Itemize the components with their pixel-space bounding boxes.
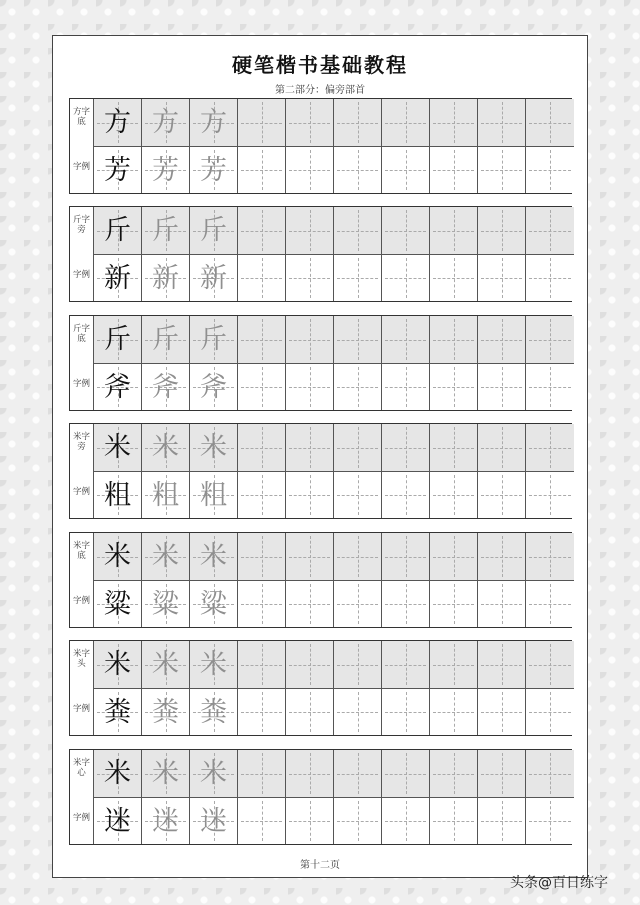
grid-cell xyxy=(430,316,478,363)
grid-cell xyxy=(334,533,382,580)
grid-cell xyxy=(334,581,382,627)
example-label: 字例 xyxy=(72,813,90,823)
grid-cell xyxy=(526,689,574,735)
trace-character: 方 xyxy=(200,107,227,138)
grid-cell xyxy=(334,99,382,146)
trace-character: 粱 xyxy=(200,588,227,620)
grid-cell xyxy=(382,364,430,410)
grid-cell xyxy=(526,99,574,146)
example-label: 字例 xyxy=(72,270,90,280)
grid-cell xyxy=(142,641,190,688)
tian-grid xyxy=(94,99,574,193)
grid-cell xyxy=(142,689,190,735)
grid-cell xyxy=(190,255,238,301)
grid-cell xyxy=(526,207,574,254)
grid-cell xyxy=(190,641,238,688)
radical-row xyxy=(94,533,574,581)
grid-cell xyxy=(190,472,238,518)
grid-cell xyxy=(94,364,142,410)
practice-block xyxy=(69,315,572,411)
trace-character: 米 xyxy=(200,432,227,463)
grid-cell xyxy=(526,424,574,471)
grid-cell xyxy=(94,255,142,301)
grid-cell xyxy=(382,99,430,146)
grid-cell xyxy=(430,689,478,735)
watermark-text: 头条@百日练字 xyxy=(510,875,608,891)
trace-character: 米 xyxy=(200,541,227,572)
grid-cell xyxy=(334,798,382,844)
grid-cell xyxy=(478,641,526,688)
grid-cell xyxy=(382,798,430,844)
grid-cell xyxy=(334,424,382,471)
trace-character: 粪 xyxy=(200,696,227,728)
grid-cell xyxy=(430,472,478,518)
grid-cell xyxy=(526,316,574,363)
grid-cell xyxy=(238,798,286,844)
grid-cell xyxy=(190,147,238,193)
grid-cell xyxy=(382,472,430,518)
grid-cell xyxy=(334,750,382,797)
grid-cell xyxy=(334,316,382,363)
grid-cell xyxy=(94,424,142,471)
grid-cell xyxy=(382,207,430,254)
practice-block xyxy=(69,749,572,845)
grid-cell xyxy=(94,147,142,193)
grid-cell xyxy=(142,147,190,193)
trace-character: 粗 xyxy=(200,479,227,511)
grid-cell xyxy=(430,364,478,410)
grid-cell xyxy=(478,255,526,301)
grid-cell xyxy=(382,581,430,627)
grid-cell xyxy=(478,207,526,254)
grid-cell xyxy=(142,798,190,844)
grid-cell xyxy=(286,581,334,627)
grid-cell xyxy=(238,750,286,797)
model-character: 方 xyxy=(104,107,131,138)
grid-cell xyxy=(430,641,478,688)
example-row xyxy=(94,581,574,627)
trace-character: 斧 xyxy=(152,371,179,403)
grid-cell xyxy=(526,147,574,193)
example-row xyxy=(94,364,574,410)
grid-cell xyxy=(286,424,334,471)
grid-cell xyxy=(190,581,238,627)
grid-cell xyxy=(238,99,286,146)
example-row xyxy=(94,689,574,735)
grid-cell xyxy=(382,147,430,193)
grid-cell xyxy=(94,689,142,735)
model-character: 米 xyxy=(104,649,131,680)
grid-cell xyxy=(526,255,574,301)
radical-row xyxy=(94,424,574,472)
trace-character: 斤 xyxy=(152,324,179,355)
example-row xyxy=(94,255,574,301)
grid-cell xyxy=(334,689,382,735)
page-subtitle: 第二部分：偏旁部首 xyxy=(275,85,365,96)
grid-cell xyxy=(190,424,238,471)
grid-cell xyxy=(430,581,478,627)
grid-cell xyxy=(94,316,142,363)
grid-cell xyxy=(238,472,286,518)
practice-block xyxy=(69,532,572,628)
tian-grid xyxy=(94,424,574,518)
worksheet-page xyxy=(52,35,588,878)
grid-cell xyxy=(478,689,526,735)
grid-cell xyxy=(286,750,334,797)
grid-cell xyxy=(142,472,190,518)
grid-cell xyxy=(94,472,142,518)
grid-cell xyxy=(238,689,286,735)
model-character: 迷 xyxy=(104,805,131,837)
grid-cell xyxy=(430,533,478,580)
radical-label: 斤字旁 xyxy=(72,215,90,235)
grid-cell xyxy=(430,255,478,301)
grid-cell xyxy=(142,581,190,627)
trace-character: 新 xyxy=(200,262,227,294)
grid-cell xyxy=(142,207,190,254)
grid-cell xyxy=(190,316,238,363)
grid-cell xyxy=(142,424,190,471)
grid-cell xyxy=(286,798,334,844)
grid-cell xyxy=(526,472,574,518)
grid-cell xyxy=(190,750,238,797)
model-character: 粱 xyxy=(104,588,131,620)
model-character: 新 xyxy=(104,262,131,294)
radical-row xyxy=(94,750,574,798)
grid-cell xyxy=(430,424,478,471)
grid-cell xyxy=(94,207,142,254)
block-label-column xyxy=(70,641,94,735)
grid-cell xyxy=(94,750,142,797)
grid-cell xyxy=(526,533,574,580)
model-character: 米 xyxy=(104,432,131,463)
block-label-column xyxy=(70,750,94,844)
tian-grid xyxy=(94,641,574,735)
model-character: 米 xyxy=(104,541,131,572)
page-title: 硬笔楷书基础教程 xyxy=(232,53,408,77)
radical-label: 斤字底 xyxy=(72,324,90,344)
trace-character: 米 xyxy=(152,649,179,680)
grid-cell xyxy=(238,364,286,410)
grid-cell xyxy=(238,255,286,301)
trace-character: 米 xyxy=(152,541,179,572)
trace-character: 新 xyxy=(152,262,179,294)
example-row xyxy=(94,472,574,518)
trace-character: 米 xyxy=(200,758,227,789)
model-character: 米 xyxy=(104,758,131,789)
grid-cell xyxy=(286,207,334,254)
grid-cell xyxy=(238,207,286,254)
grid-cell xyxy=(334,364,382,410)
grid-cell xyxy=(526,364,574,410)
block-label-column xyxy=(70,424,94,518)
trace-character: 斤 xyxy=(152,215,179,246)
model-character: 粗 xyxy=(104,479,131,511)
trace-character: 粪 xyxy=(152,696,179,728)
grid-cell xyxy=(286,99,334,146)
trace-character: 粱 xyxy=(152,588,179,620)
tian-grid xyxy=(94,316,574,410)
grid-cell xyxy=(430,99,478,146)
grid-cell xyxy=(478,533,526,580)
model-character: 斤 xyxy=(104,215,131,246)
grid-cell xyxy=(94,798,142,844)
grid-cell xyxy=(142,750,190,797)
grid-cell xyxy=(142,316,190,363)
model-character: 斧 xyxy=(104,371,131,403)
grid-cell xyxy=(478,750,526,797)
radical-label: 米字旁 xyxy=(72,432,90,452)
grid-cell xyxy=(286,364,334,410)
example-label: 字例 xyxy=(72,596,90,606)
grid-cell xyxy=(142,99,190,146)
example-label: 字例 xyxy=(72,487,90,497)
grid-cell xyxy=(286,147,334,193)
example-label: 字例 xyxy=(72,704,90,714)
grid-cell xyxy=(382,424,430,471)
grid-cell xyxy=(142,533,190,580)
grid-cell xyxy=(94,641,142,688)
trace-character: 米 xyxy=(152,758,179,789)
grid-cell xyxy=(526,581,574,627)
grid-cell xyxy=(478,147,526,193)
grid-cell xyxy=(334,641,382,688)
trace-character: 米 xyxy=(152,432,179,463)
trace-character: 粗 xyxy=(152,479,179,511)
grid-cell xyxy=(430,207,478,254)
trace-character: 斤 xyxy=(200,324,227,355)
grid-cell xyxy=(526,750,574,797)
model-character: 芳 xyxy=(104,154,131,186)
grid-cell xyxy=(286,689,334,735)
grid-cell xyxy=(526,641,574,688)
trace-character: 芳 xyxy=(152,154,179,186)
grid-cell xyxy=(478,798,526,844)
grid-cell xyxy=(478,364,526,410)
grid-cell xyxy=(382,316,430,363)
block-label-column xyxy=(70,99,94,193)
grid-cell xyxy=(94,581,142,627)
block-label-column xyxy=(70,533,94,627)
grid-cell xyxy=(382,689,430,735)
trace-character: 迷 xyxy=(152,805,179,837)
radical-row xyxy=(94,99,574,147)
grid-cell xyxy=(286,533,334,580)
grid-cell xyxy=(238,147,286,193)
grid-cell xyxy=(238,316,286,363)
block-label-column xyxy=(70,207,94,301)
model-character: 斤 xyxy=(104,324,131,355)
grid-cell xyxy=(334,207,382,254)
grid-cell xyxy=(478,472,526,518)
grid-cell xyxy=(238,533,286,580)
practice-block xyxy=(69,423,572,519)
grid-cell xyxy=(286,641,334,688)
grid-cell xyxy=(478,99,526,146)
example-label: 字例 xyxy=(72,162,90,172)
trace-character: 斤 xyxy=(200,215,227,246)
practice-block xyxy=(69,640,572,736)
trace-character: 迷 xyxy=(200,805,227,837)
grid-cell xyxy=(190,533,238,580)
radical-row xyxy=(94,207,574,255)
grid-cell xyxy=(286,255,334,301)
grid-cell xyxy=(526,798,574,844)
grid-cell xyxy=(430,750,478,797)
grid-cell xyxy=(142,364,190,410)
tian-grid xyxy=(94,207,574,301)
grid-cell xyxy=(382,533,430,580)
trace-character: 芳 xyxy=(200,154,227,186)
example-row xyxy=(94,147,574,193)
grid-cell xyxy=(430,147,478,193)
radical-row xyxy=(94,641,574,689)
grid-cell xyxy=(190,207,238,254)
grid-cell xyxy=(238,581,286,627)
radical-label: 方字底 xyxy=(72,107,90,127)
example-label: 字例 xyxy=(72,379,90,389)
block-label-column xyxy=(70,316,94,410)
grid-cell xyxy=(478,581,526,627)
radical-label: 米字头 xyxy=(72,649,90,669)
radical-label: 米字底 xyxy=(72,541,90,561)
trace-character: 方 xyxy=(152,107,179,138)
grid-cell xyxy=(478,316,526,363)
tian-grid xyxy=(94,533,574,627)
radical-row xyxy=(94,316,574,364)
radical-label: 米字心 xyxy=(72,758,90,778)
grid-cell xyxy=(142,255,190,301)
grid-cell xyxy=(238,641,286,688)
grid-cell xyxy=(238,424,286,471)
grid-cell xyxy=(190,689,238,735)
trace-character: 斧 xyxy=(200,371,227,403)
grid-cell xyxy=(94,533,142,580)
grid-cell xyxy=(190,99,238,146)
grid-cell xyxy=(334,255,382,301)
tian-grid xyxy=(94,750,574,844)
example-row xyxy=(94,798,574,844)
grid-cell xyxy=(382,641,430,688)
grid-cell xyxy=(286,472,334,518)
grid-cell xyxy=(334,147,382,193)
grid-cell xyxy=(286,316,334,363)
grid-cell xyxy=(334,472,382,518)
grid-cell xyxy=(190,364,238,410)
grid-cell xyxy=(382,750,430,797)
grid-cell xyxy=(190,798,238,844)
grid-cell xyxy=(382,255,430,301)
model-character: 粪 xyxy=(104,696,131,728)
trace-character: 米 xyxy=(200,649,227,680)
grid-cell xyxy=(430,798,478,844)
grid-cell xyxy=(94,99,142,146)
page-number: 第十二页 xyxy=(300,860,340,871)
practice-block xyxy=(69,98,572,194)
grid-cell xyxy=(478,424,526,471)
practice-block xyxy=(69,206,572,302)
